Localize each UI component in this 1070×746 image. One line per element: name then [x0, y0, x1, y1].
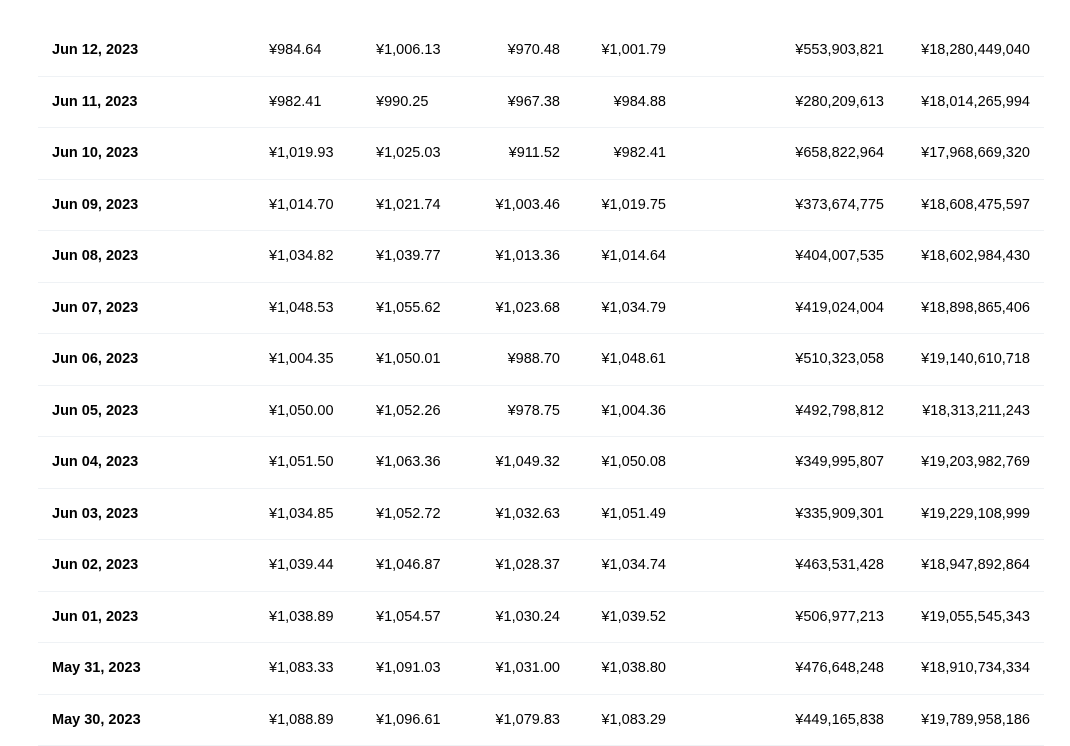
market-cap-cell: ¥18,898,865,406 [921, 283, 1030, 334]
table-row [38, 489, 1044, 541]
open-cell: ¥1,034.85 [269, 489, 334, 540]
high-cell: ¥1,006.13 [376, 25, 441, 76]
table-row [38, 643, 1044, 695]
volume-cell: ¥476,648,248 [795, 643, 884, 694]
date-cell: Jun 04, 2023 [52, 437, 138, 488]
date-cell: Jun 05, 2023 [52, 386, 138, 437]
high-cell: ¥1,050.01 [376, 334, 441, 385]
close-cell: ¥1,001.79 [601, 25, 666, 76]
volume-cell: ¥658,822,964 [795, 128, 884, 179]
volume-cell: ¥335,909,301 [795, 489, 884, 540]
low-cell: ¥978.75 [508, 386, 560, 437]
volume-cell: ¥280,209,613 [795, 77, 884, 128]
volume-cell: ¥506,977,213 [795, 592, 884, 643]
low-cell: ¥1,049.32 [495, 437, 560, 488]
table-row [38, 540, 1044, 592]
table-row [38, 128, 1044, 180]
date-cell: Jun 06, 2023 [52, 334, 138, 385]
market-cap-cell: ¥18,014,265,994 [921, 77, 1030, 128]
low-cell: ¥967.38 [508, 77, 560, 128]
high-cell: ¥1,091.03 [376, 643, 441, 694]
close-cell: ¥984.88 [614, 77, 666, 128]
low-cell: ¥1,079.83 [495, 695, 560, 746]
date-cell: Jun 12, 2023 [52, 25, 138, 76]
market-cap-cell: ¥19,055,545,343 [921, 592, 1030, 643]
close-cell: ¥1,034.74 [601, 540, 666, 591]
low-cell: ¥1,030.24 [495, 592, 560, 643]
low-cell: ¥970.48 [508, 25, 560, 76]
market-cap-cell: ¥18,280,449,040 [921, 25, 1030, 76]
close-cell: ¥1,048.61 [601, 334, 666, 385]
close-cell: ¥1,034.79 [601, 283, 666, 334]
low-cell: ¥988.70 [508, 334, 560, 385]
table-row [38, 231, 1044, 283]
date-cell: Jun 08, 2023 [52, 231, 138, 282]
high-cell: ¥1,021.74 [376, 180, 441, 231]
historical-data-table [38, 25, 1044, 746]
date-cell: Jun 11, 2023 [52, 77, 137, 128]
volume-cell: ¥492,798,812 [795, 386, 884, 437]
open-cell: ¥1,019.93 [269, 128, 334, 179]
open-cell: ¥1,014.70 [269, 180, 334, 231]
table-row [38, 25, 1044, 77]
open-cell: ¥1,038.89 [269, 592, 334, 643]
table-row [38, 334, 1044, 386]
high-cell: ¥1,063.36 [376, 437, 441, 488]
date-cell: May 31, 2023 [52, 643, 141, 694]
high-cell: ¥1,054.57 [376, 592, 441, 643]
close-cell: ¥1,083.29 [601, 695, 666, 746]
market-cap-cell: ¥17,968,669,320 [921, 128, 1030, 179]
high-cell: ¥1,052.26 [376, 386, 441, 437]
high-cell: ¥990.25 [376, 77, 428, 128]
date-cell: Jun 09, 2023 [52, 180, 138, 231]
low-cell: ¥911.52 [509, 128, 560, 179]
table-row [38, 592, 1044, 644]
market-cap-cell: ¥19,203,982,769 [921, 437, 1030, 488]
open-cell: ¥1,034.82 [269, 231, 334, 282]
open-cell: ¥1,050.00 [269, 386, 334, 437]
low-cell: ¥1,023.68 [495, 283, 560, 334]
date-cell: Jun 03, 2023 [52, 489, 138, 540]
open-cell: ¥1,039.44 [269, 540, 334, 591]
open-cell: ¥1,083.33 [269, 643, 334, 694]
volume-cell: ¥349,995,807 [795, 437, 884, 488]
table-row [38, 437, 1044, 489]
market-cap-cell: ¥18,947,892,864 [921, 540, 1030, 591]
close-cell: ¥982.41 [614, 128, 666, 179]
high-cell: ¥1,025.03 [376, 128, 441, 179]
market-cap-cell: ¥19,789,958,186 [921, 695, 1030, 746]
high-cell: ¥1,039.77 [376, 231, 441, 282]
open-cell: ¥1,088.89 [269, 695, 334, 746]
table-row [38, 77, 1044, 129]
market-cap-cell: ¥19,229,108,999 [921, 489, 1030, 540]
low-cell: ¥1,032.63 [495, 489, 560, 540]
volume-cell: ¥553,903,821 [795, 25, 884, 76]
volume-cell: ¥373,674,775 [795, 180, 884, 231]
high-cell: ¥1,096.61 [376, 695, 441, 746]
date-cell: Jun 10, 2023 [52, 128, 138, 179]
close-cell: ¥1,014.64 [601, 231, 666, 282]
date-cell: Jun 02, 2023 [52, 540, 138, 591]
volume-cell: ¥463,531,428 [795, 540, 884, 591]
volume-cell: ¥404,007,535 [795, 231, 884, 282]
close-cell: ¥1,051.49 [601, 489, 666, 540]
high-cell: ¥1,052.72 [376, 489, 441, 540]
date-cell: May 30, 2023 [52, 695, 141, 746]
low-cell: ¥1,031.00 [495, 643, 560, 694]
date-cell: Jun 01, 2023 [52, 592, 138, 643]
low-cell: ¥1,003.46 [495, 180, 560, 231]
close-cell: ¥1,039.52 [601, 592, 666, 643]
market-cap-cell: ¥18,602,984,430 [921, 231, 1030, 282]
open-cell: ¥1,048.53 [269, 283, 334, 334]
close-cell: ¥1,050.08 [601, 437, 666, 488]
market-cap-cell: ¥19,140,610,718 [921, 334, 1030, 385]
table-row [38, 283, 1044, 335]
volume-cell: ¥419,024,004 [795, 283, 884, 334]
low-cell: ¥1,013.36 [495, 231, 560, 282]
close-cell: ¥1,004.36 [601, 386, 666, 437]
volume-cell: ¥449,165,838 [795, 695, 884, 746]
open-cell: ¥984.64 [269, 25, 321, 76]
volume-cell: ¥510,323,058 [795, 334, 884, 385]
table-row [38, 386, 1044, 438]
open-cell: ¥1,051.50 [269, 437, 334, 488]
low-cell: ¥1,028.37 [495, 540, 560, 591]
high-cell: ¥1,046.87 [376, 540, 441, 591]
close-cell: ¥1,038.80 [601, 643, 666, 694]
open-cell: ¥1,004.35 [269, 334, 334, 385]
market-cap-cell: ¥18,313,211,243 [922, 386, 1030, 437]
table-row [38, 695, 1044, 746]
table-row [38, 180, 1044, 232]
close-cell: ¥1,019.75 [601, 180, 666, 231]
high-cell: ¥1,055.62 [376, 283, 441, 334]
open-cell: ¥982.41 [269, 77, 321, 128]
date-cell: Jun 07, 2023 [52, 283, 138, 334]
market-cap-cell: ¥18,608,475,597 [921, 180, 1030, 231]
market-cap-cell: ¥18,910,734,334 [921, 643, 1030, 694]
